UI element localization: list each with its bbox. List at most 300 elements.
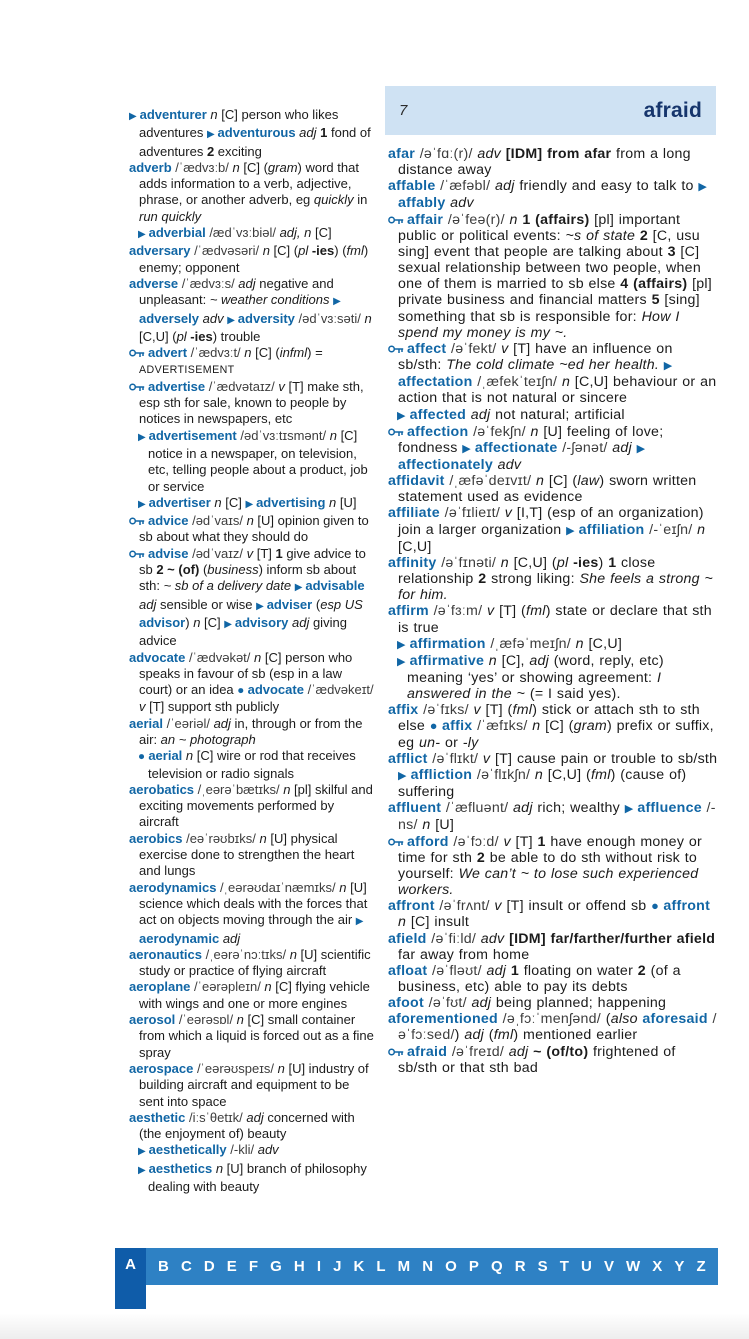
italic-label: adv [497, 456, 522, 473]
dictionary-entry [129, 947, 375, 980]
dictionary-entry [129, 513, 375, 546]
phonetic-transcription: /əˈfɔːsed/ [398, 1011, 717, 1044]
index-letter-u: U [581, 1258, 592, 1275]
phonetic-transcription: /əˈfɑː(r)/ [419, 146, 478, 162]
headword: affirm [388, 603, 434, 620]
headword: aerosol [129, 1012, 179, 1028]
derivative-arrow-icon: ▶ [397, 409, 410, 422]
italic-label: also [610, 1011, 643, 1028]
italic-label: n [422, 817, 436, 834]
entry-paragraph [129, 160, 375, 225]
phonetic-transcription: /əˈfɪks/ [423, 702, 474, 719]
derivative-arrow-icon: ▶ [227, 314, 238, 326]
derivative-arrow-icon: ▶ [398, 769, 411, 782]
definition-text: [C,U] behaviour or an action that is not natural or sincere [398, 374, 717, 407]
italic-label: n [244, 345, 256, 361]
entry-paragraph [129, 650, 375, 716]
entry-paragraph [129, 243, 375, 276]
italic-label: n [254, 649, 265, 665]
headword: advocate [247, 682, 308, 698]
italic-label: adv [480, 930, 510, 947]
phonetic-transcription: /ˈæfəbl/ [440, 178, 495, 195]
definition-text: ( [488, 1027, 494, 1044]
italic-label: adj [529, 652, 554, 669]
headword: affluence [637, 800, 707, 817]
index-letter-x: X [652, 1258, 663, 1275]
derivative-arrow-icon: ▶ [138, 431, 149, 443]
definition-text: ( [315, 596, 321, 612]
index-letter-n: N [422, 1258, 434, 1275]
italic-label: n [193, 614, 205, 630]
definition-text: [I,T] (esp of an organization) join a larger organization [398, 505, 704, 538]
dictionary-entry [388, 178, 718, 211]
italic-label: pl [556, 554, 574, 571]
index-letter-t: T [559, 1258, 569, 1275]
italic-label: n [697, 521, 706, 538]
headword: afflict [388, 750, 433, 767]
italic-label: gram [267, 159, 298, 175]
italic-label: v [504, 505, 517, 522]
definition-text: [C] ( [243, 159, 268, 175]
definition-text: be able to do sth without risk to yourself: [398, 849, 698, 882]
headword: afloat [388, 962, 433, 979]
definition-text: ) word that adds information to a verb, adjective, phrase, or another adverb, eg [139, 159, 359, 208]
dictionary-entry [388, 341, 718, 424]
headword: affirmation [409, 635, 491, 652]
index-letter-p: P [468, 1258, 479, 1275]
phonetic-transcription: /-ʃənət/ [562, 439, 613, 456]
definition-text: ) [598, 554, 609, 571]
alphabet-letters [146, 1248, 718, 1285]
phonetic-transcription: /ˌeərəˈbætɪks/ [197, 781, 284, 797]
definition-text: [U] industry of building aircraft and equipment to be sent into space [139, 1060, 369, 1109]
headword: afield [388, 930, 432, 947]
definition-text: [C] [225, 494, 246, 510]
definition-text: concerned with (the enjoyment of) beauty [139, 1109, 355, 1142]
bold-text: 5 [651, 292, 665, 309]
italic-label: business [207, 562, 259, 578]
italic-label: I answered in the ~ [407, 670, 662, 703]
dictionary-entry [129, 1110, 375, 1195]
italic-label: n [535, 473, 549, 490]
italic-label: n [214, 494, 226, 510]
bold-text: 2 [476, 849, 490, 866]
entry-paragraph [129, 1012, 375, 1061]
dictionary-entry [388, 146, 718, 178]
definition-text: [C] insult [410, 914, 470, 931]
headword: aforesaid [642, 1011, 713, 1028]
derivative-arrow-icon: ▶ [333, 296, 341, 308]
keyword-key-icon [388, 1044, 407, 1060]
entry-paragraph [129, 979, 375, 1012]
phonetic-transcription: /-kli/ [230, 1142, 258, 1158]
italic-label: n [246, 513, 258, 529]
phonetic-transcription: /ˈeərəʊspeɪs/ [196, 1060, 278, 1076]
dictionary-entry [388, 702, 718, 750]
index-letter-k: K [353, 1258, 365, 1275]
definition-text: (of a business, etc) able to pay its debts [398, 962, 681, 995]
headword: aeronautics [129, 946, 206, 962]
headword: affectionate [474, 439, 563, 456]
headword: afoot [388, 995, 429, 1012]
index-letter-y: Y [674, 1258, 685, 1275]
phonetic-transcription: /ˌæfekˈteɪʃn/ [477, 374, 562, 391]
headword: adversity [237, 310, 299, 326]
definition-text: [C] sexual relationship between two people, when one of them is married to sb else [398, 243, 701, 293]
italic-label: fml [346, 243, 364, 259]
italic-label: n [500, 554, 514, 571]
definition-text: [C] notice in a newspaper, on television, etc, telling people about a product, job or service [148, 427, 368, 494]
dictionary-entry [129, 276, 375, 345]
definition-text: [T] support sth publicly [149, 699, 280, 715]
italic-label: adj [508, 1043, 534, 1060]
italic-label: adv [257, 1142, 279, 1158]
italic-label: adj [291, 614, 313, 630]
derivative-arrow-icon: ▶ [138, 1164, 149, 1176]
definition-text: [C] ( [548, 473, 578, 490]
headword: affiliate [388, 505, 445, 522]
dictionary-entry [129, 650, 375, 716]
headword: affix [441, 718, 478, 735]
phonetic-transcription: /ˌæfəˈmeɪʃn/ [490, 635, 576, 652]
italic-label: adj [464, 1027, 489, 1044]
italic-label: v [473, 702, 486, 719]
italic-label: n [210, 107, 222, 122]
italic-label: n [364, 310, 372, 326]
headword: afford [407, 833, 454, 850]
italic-label: adj [470, 406, 496, 423]
definition-text: [T] have an influence on sb/sth: [398, 340, 673, 374]
italic-label: n [488, 652, 502, 669]
italic-label: adj [612, 439, 637, 456]
entry-paragraph [388, 555, 718, 603]
headword: advisory [234, 614, 292, 630]
headword: advocate [129, 649, 189, 665]
headword: afar [388, 146, 420, 162]
dictionary-entry [129, 546, 375, 650]
italic-label: n [534, 766, 548, 783]
dictionary-entry [129, 1061, 375, 1110]
phonetic-transcription: /eəˈrəʊbɪks/ [186, 830, 260, 846]
entry-paragraph [129, 782, 375, 831]
definition-text: [pl] private business and financial matters [398, 276, 713, 309]
bold-text: 1 [320, 125, 331, 141]
phonetic-transcription: /ˈædvɜːs/ [181, 275, 239, 291]
dictionary-entry [129, 831, 375, 880]
headword: aerobatics [129, 781, 198, 797]
headword: aesthetic [129, 1109, 189, 1125]
headword: aerial [129, 715, 167, 731]
bold-text: -ies [573, 554, 599, 571]
headword: affirmative [409, 652, 489, 669]
derivative-arrow-icon: ▶ [397, 655, 410, 668]
entry-paragraph [129, 513, 375, 546]
italic-label: n [283, 781, 295, 797]
dictionary-entry [129, 379, 375, 513]
phonetic-transcription: /əˈfɪnəti/ [441, 554, 501, 571]
phonetic-transcription: /ˌeərəʊdaɪˈnæmɪks/ [220, 879, 340, 895]
entry-paragraph [388, 1044, 718, 1076]
definition-text: giving advice [139, 614, 347, 649]
definition-text: ) enemy; opponent [139, 243, 369, 275]
index-letter-w: W [626, 1258, 641, 1275]
entry-paragraph [388, 898, 718, 930]
phonetic-transcription: /ədˈvaɪz/ [192, 545, 247, 561]
index-letter-q: Q [491, 1258, 503, 1275]
definition-text: [T] [256, 545, 276, 561]
definition-text: [C,U] [398, 538, 432, 555]
italic-label: n [561, 374, 575, 391]
dictionary-entry [388, 751, 718, 800]
entry-paragraph [388, 931, 718, 963]
entry-derivative-paragraph [397, 636, 718, 653]
italic-label: n [575, 635, 589, 652]
definition-text: ) sworn written statement used as evidence [398, 473, 697, 506]
italic-label: adj [513, 800, 538, 817]
italic-label: The cold climate ~ed her health. [446, 357, 664, 374]
italic-label: ~ sb of a delivery date [163, 578, 295, 594]
dictionary-entry [388, 473, 718, 505]
italic-label: n [509, 211, 523, 228]
italic-label: adv [450, 195, 474, 212]
entry-paragraph [388, 212, 718, 341]
phonetic-transcription: /ˌæfəˈdeɪvɪt/ [449, 473, 536, 490]
entry-paragraph [388, 751, 718, 800]
dictionary-entry [129, 345, 375, 379]
italic-label: v [501, 340, 514, 357]
dictionary-entry [388, 995, 718, 1011]
definition-text: sensible or wise [159, 596, 257, 612]
italic-label: How I spend my money is my ~. [398, 308, 680, 341]
bold-text: 1 [275, 545, 287, 561]
definition-text: [U] scientific study or practice of flying aircraft [139, 946, 371, 979]
phonetic-transcription: /-ns/ [398, 800, 716, 834]
definition-text: friendly and easy to talk to [519, 178, 699, 195]
headword: aerial [148, 748, 186, 764]
phonetic-transcription: /əˈflɪkt/ [432, 750, 483, 767]
italic-label: We can’t ~ to lose such experienced workers. [398, 865, 699, 899]
entry-paragraph [388, 800, 718, 833]
dictionary-entry [129, 107, 375, 160]
italic-label: esp US [320, 596, 363, 612]
index-letter-z: Z [696, 1258, 706, 1275]
italic-label: v [139, 699, 150, 715]
phonetic-transcription: /əˈfʊt/ [428, 995, 472, 1012]
definition-text: [sing] something that sb is responsible for: [398, 292, 700, 325]
bold-text: 3 [667, 243, 681, 260]
entry-derivative-paragraph [138, 495, 375, 513]
headword: advertisement [148, 427, 241, 443]
definition-text: [C,U] ( [513, 554, 557, 571]
dictionary-entry [388, 603, 718, 702]
italic-label: adj [222, 930, 241, 946]
definition-text: being planned; happening [495, 995, 667, 1012]
headword: affinity [388, 554, 442, 571]
definition-text: or [440, 734, 463, 751]
headword: affection [407, 423, 474, 440]
definition-text: [C,U] [588, 635, 623, 652]
headword: affliction [410, 766, 477, 783]
derivative-arrow-icon: ▶ [698, 181, 708, 194]
headword: aerospace [129, 1060, 197, 1076]
italic-label: adj [238, 275, 260, 291]
definition-text: [C] flying vehicle with wings and one or more engines [139, 979, 370, 1011]
entry-paragraph [129, 276, 375, 345]
headword: advice [148, 513, 193, 529]
phonetic-transcription: /ədˈvɜːtɪsmənt/ [240, 427, 330, 443]
phonetic-transcription: /ˌeərəˈnɔːtɪks/ [205, 946, 290, 962]
definition-text: [C] ( [273, 243, 299, 259]
phonetic-transcription: /əˈfləʊt/ [432, 962, 487, 979]
italic-label: v [278, 378, 289, 394]
definition-text: ( [202, 562, 208, 578]
dictionary-entry [388, 963, 718, 995]
index-letter-h: H [293, 1258, 305, 1275]
phonetic-transcription: /əˈflɪkʃn/ [476, 766, 535, 783]
italic-label: quickly [313, 192, 354, 208]
dictionary-entry [388, 834, 718, 899]
dictionary-entry [129, 880, 375, 947]
phonetic-transcription: /əˈfɔːd/ [453, 833, 504, 850]
italic-label: v [482, 750, 495, 767]
derivative-arrow-icon: ▶ [624, 803, 638, 816]
headword: affront [663, 898, 711, 915]
phonetic-transcription: /əˌfɔːˈmenʃənd/ [502, 1011, 606, 1028]
definition-text: ) [454, 1027, 465, 1044]
phonetic-transcription: /ˈædvəkət/ [188, 649, 255, 665]
page-number: 7 [399, 102, 408, 119]
phonetic-transcription: /əˈfekt/ [451, 340, 502, 357]
headword: advertiser [148, 494, 215, 510]
index-letter-r: R [514, 1258, 526, 1275]
definition-text: ) (cause of) suffering [398, 766, 687, 801]
definition-text: ) inform sb about sth: [139, 562, 357, 594]
derivative-arrow-icon: ▶ [636, 442, 646, 455]
italic-label: fml [512, 702, 533, 719]
keyword-key-icon [129, 513, 148, 528]
dictionary-entry [388, 800, 718, 833]
phonetic-transcription: /ˈædvɜːt/ [190, 345, 245, 361]
definition-text: [C] [315, 225, 332, 241]
dictionary-entry [388, 898, 718, 930]
index-letter-a: A [125, 1256, 136, 1273]
italic-label: v [487, 603, 500, 620]
homograph-bullet-icon: ● [429, 718, 442, 734]
dictionary-entry [388, 424, 718, 473]
entry-paragraph [388, 146, 718, 178]
headword: aeroplane [129, 979, 195, 995]
definition-text: ) trouble [212, 328, 261, 344]
phonetic-transcription: /ədˈvaɪs/ [192, 513, 247, 529]
headword: affiliation [578, 521, 650, 538]
index-letter-e: E [226, 1258, 237, 1275]
definition-text: (= I said yes). [529, 686, 621, 703]
definition-text: floating on water [523, 962, 638, 979]
bold-text: 1 [537, 833, 551, 850]
phonetic-transcription: /əˈfreɪd/ [451, 1043, 509, 1060]
derivative-arrow-icon: ▶ [206, 129, 218, 141]
phonetic-transcription: /ˈædvəkeɪt/ [307, 682, 374, 698]
dictionary-entry [388, 931, 718, 963]
italic-label: n [530, 423, 544, 440]
italic-label: run quickly [139, 208, 202, 224]
italic-label: n [259, 830, 271, 846]
derivative-arrow-icon: ▶ [138, 1146, 149, 1158]
entry-paragraph [388, 603, 718, 635]
italic-label: adj [139, 596, 160, 612]
italic-label: n [236, 1012, 248, 1028]
entry-derivative-paragraph [397, 407, 718, 424]
italic-label: un- [418, 734, 441, 751]
entry-paragraph [388, 505, 718, 554]
index-letter-l: L [376, 1258, 386, 1275]
italic-label: She feels a strong ~ for him. [398, 571, 714, 604]
definition-text: [C], [501, 652, 530, 669]
definition-text: ( [605, 1011, 611, 1028]
definition-text: strong liking: [491, 571, 580, 588]
dictionary-entry [129, 160, 375, 243]
derivative-arrow-icon: ▶ [663, 360, 673, 373]
definition-text: [C] person who speaks in favour of sb (esp in a law court) or an idea [139, 649, 353, 698]
bold-text: [IDM] from afar [505, 146, 617, 162]
italic-label: adv [202, 310, 228, 326]
derivative-arrow-icon: ▶ [129, 111, 140, 122]
italic-label: adv [477, 146, 506, 162]
bold-text: 2 [206, 143, 218, 159]
headword: affect [407, 340, 452, 357]
headword: adverbial [148, 225, 210, 241]
entry-paragraph [129, 107, 375, 160]
definition-text: ) state or declare that sth is true [398, 603, 712, 636]
italic-label: adj [486, 962, 511, 979]
italic-label: infml [279, 345, 308, 361]
phonetic-transcription: /ˈæfluənt/ [445, 800, 514, 817]
entry-paragraph [388, 834, 718, 899]
dictionary-entry [388, 555, 718, 603]
entry-paragraph [388, 963, 718, 995]
definition-text: [U] science which deals with the forces that act on objects moving through the air [139, 879, 368, 928]
definition-text: [C] ( [255, 345, 280, 361]
italic-label: n [398, 914, 411, 931]
phonetic-transcription: /ˈædvətaɪz/ [208, 378, 279, 394]
definition-text: [T] ( [485, 702, 513, 719]
headword: affected [409, 406, 471, 423]
bold-text: 2 [639, 227, 653, 244]
bold-text: [IDM] far/farther/further afield [509, 930, 716, 947]
headword: aerobics [129, 830, 187, 846]
definition-text: [T] insult or offend sb [506, 898, 652, 915]
entry-paragraph [388, 178, 718, 211]
definition-text: ) ( [334, 243, 347, 259]
phonetic-transcription: /iːsˈθetɪk/ [188, 1109, 247, 1125]
italic-label: n [232, 159, 244, 175]
definition-text: ) [185, 614, 194, 630]
italic-label: an ~ photograph [160, 731, 256, 747]
italic-label: n [277, 1060, 289, 1076]
active-letter-tab [115, 1248, 146, 1309]
homograph-bullet-icon: ● [138, 750, 149, 764]
headword: affable [388, 178, 441, 195]
entry-paragraph [388, 1011, 718, 1043]
italic-label: law [577, 473, 600, 490]
entry-paragraph [388, 702, 718, 750]
italic-label: adj [494, 178, 520, 195]
entry-paragraph [129, 947, 375, 980]
index-letter-g: G [270, 1258, 282, 1275]
definition-text: frightened of sb/sth or that sth bad [398, 1043, 676, 1076]
headword: advisor [139, 614, 186, 630]
homograph-bullet-icon: ● [651, 898, 664, 914]
